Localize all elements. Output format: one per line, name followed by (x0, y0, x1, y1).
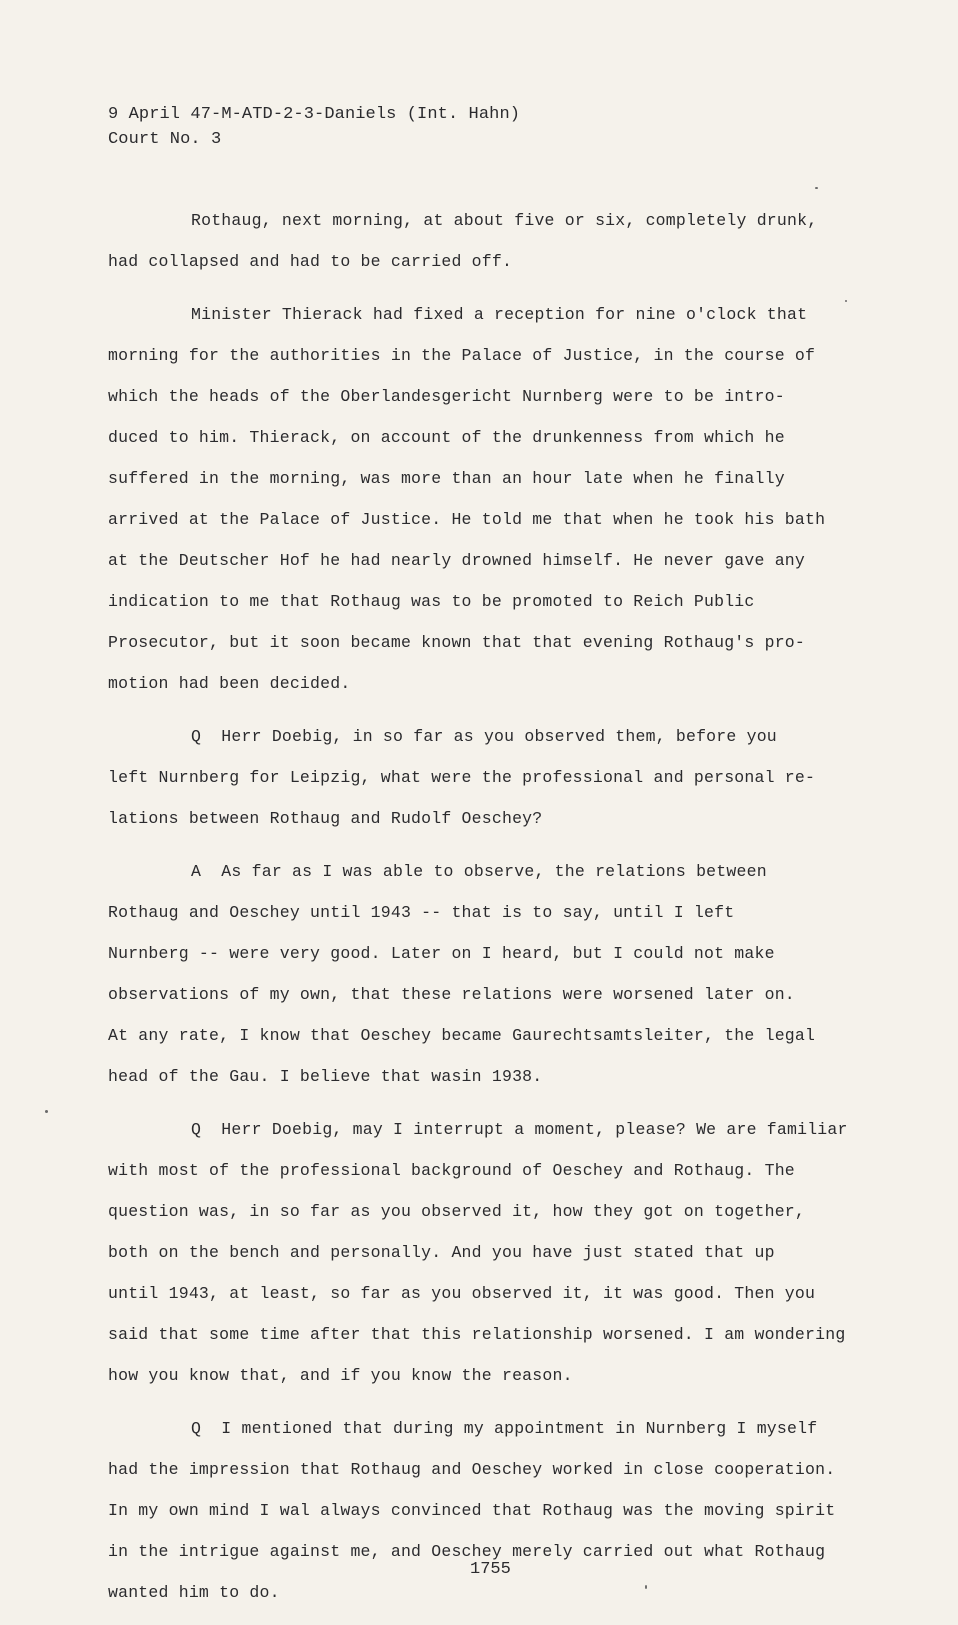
text-line: indication to me that Rothaug was to be promoted to Reich Public (108, 592, 755, 611)
text-line: Nurnberg -- were very good. Later on I heard, but I could not make (108, 944, 775, 963)
text-line: motion had been decided. (108, 674, 351, 693)
text-line: until 1943, at least, so far as you observed it, it was good. Then you (108, 1284, 816, 1303)
paragraph (108, 716, 868, 839)
paragraph (108, 1109, 868, 1396)
text-line: duced to him. Thierack, on account of the drunkenness from which he (108, 428, 785, 447)
document-header (108, 102, 520, 152)
text-line: had the impression that Rothaug and Oeschey worked in close cooperation. (108, 1460, 836, 1479)
paper-speck (845, 300, 847, 302)
text-line: Minister Thierack had fixed a reception for nine o'clock that (191, 305, 808, 324)
text-line: suffered in the morning, was more than an hour late when he finally (108, 469, 785, 488)
paper-speck (645, 1585, 647, 1589)
transcript-body (108, 200, 868, 1625)
text-line: Q Herr Doebig, may I interrupt a moment, please? We are familiar (191, 1120, 848, 1139)
text-line: had collapsed and had to be carried off. (108, 252, 513, 271)
text-line: wanted him to do. (108, 1583, 280, 1602)
text-line: lations between Rothaug and Rudolf Oeschey? (108, 809, 543, 828)
text-line: A As far as I was able to observe, the relations between (191, 862, 767, 881)
text-line: question was, in so far as you observed it, how they got on together, (108, 1202, 806, 1221)
page-number: 1755 (470, 1560, 511, 1579)
text-line: with most of the professional background of Oeschey and Rothaug. The (108, 1161, 795, 1180)
text-line: arrived at the Palace of Justice. He told me that when he took his bath (108, 510, 826, 529)
text-line: at the Deutscher Hof he had nearly drowned himself. He never gave any (108, 551, 806, 570)
text-line: observations of my own, that these relations were worsened later on. (108, 985, 795, 1004)
text-line: which the heads of the Oberlandesgericht Nurnberg were to be intro- (108, 387, 785, 406)
text-line: At any rate, I know that Oeschey became Gaurechtsamtsleiter, the legal (108, 1026, 816, 1045)
text-line: Rothaug, next morning, at about five or six, completely drunk, (191, 211, 818, 230)
text-line: both on the bench and personally. And you have just stated that up (108, 1243, 775, 1262)
text-line: in the intrigue against me, and Oeschey merely carried out what Rothaug (108, 1542, 826, 1561)
paragraph (108, 200, 868, 282)
text-line: Q Herr Doebig, in so far as you observed them, before you (191, 727, 777, 746)
header-session-line: 9 April 47-M-ATD-2-3-Daniels (Int. Hahn) (108, 105, 521, 124)
paragraph (108, 851, 868, 1097)
paper-speck (815, 187, 818, 189)
text-line: left Nurnberg for Leipzig, what were the professional and personal re- (108, 768, 816, 787)
paragraph (108, 1408, 868, 1613)
text-line: Q I mentioned that during my appointment in Nurnberg I myself (191, 1419, 818, 1438)
text-line: Rothaug and Oeschey until 1943 -- that is to say, until I left (108, 903, 735, 922)
header-court-line: Court No. 3 (108, 130, 222, 149)
text-line: morning for the authorities in the Palace of Justice, in the course of (108, 346, 816, 365)
text-line: said that some time after that this relationship worsened. I am wondering (108, 1325, 846, 1344)
paragraph (108, 294, 868, 704)
paper-speck (45, 1110, 48, 1113)
text-line: how you know that, and if you know the reason. (108, 1366, 573, 1385)
text-line: Prosecutor, but it soon became known that that evening Rothaug's pro- (108, 633, 806, 652)
text-line: head of the Gau. I believe that wasin 1938. (108, 1067, 543, 1086)
text-line: In my own mind I wal always convinced that Rothaug was the moving spirit (108, 1501, 836, 1520)
